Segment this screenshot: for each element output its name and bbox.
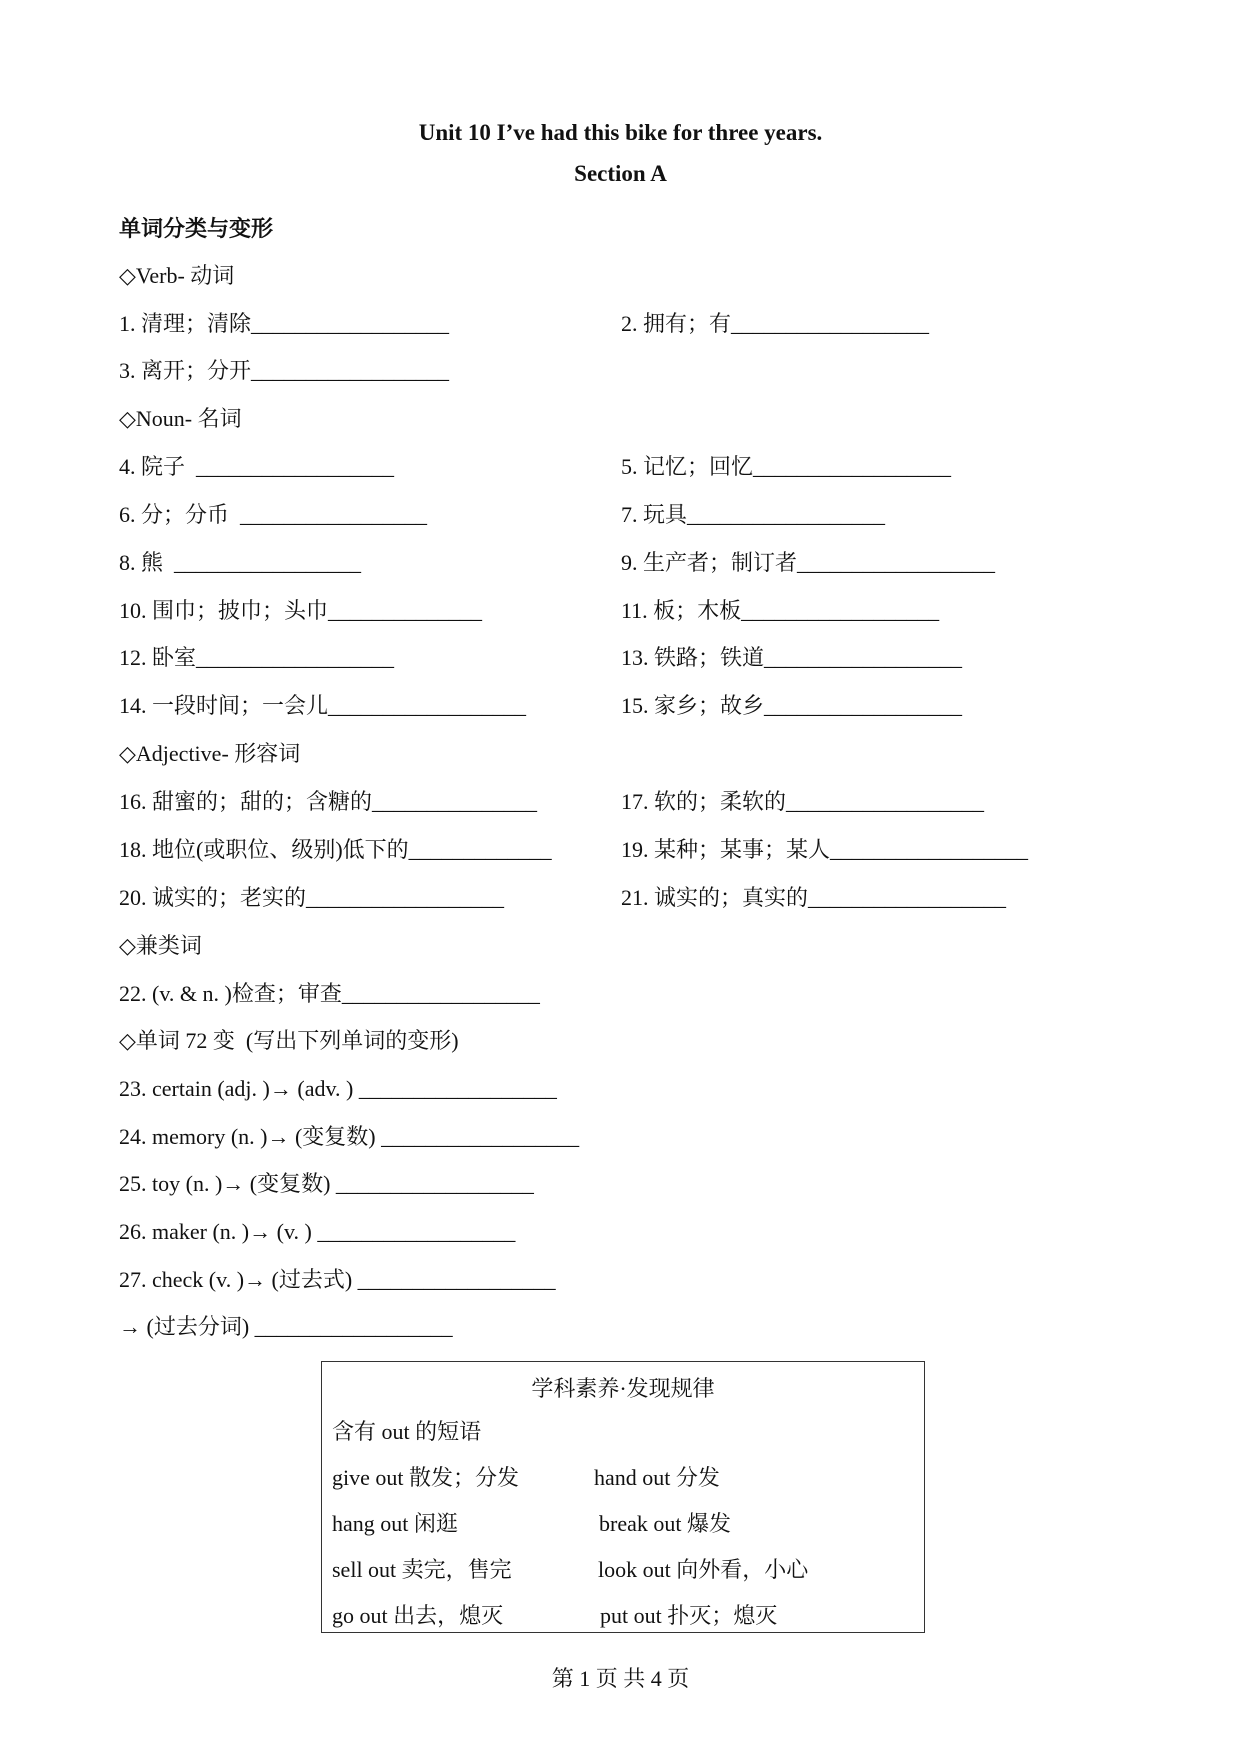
question-10: 10. 围巾；披巾；头巾______________ (119, 598, 483, 623)
question-14: 14. 一段时间；一会儿__________________ (119, 693, 527, 718)
question-18: 18. 地位(或职位、级别)低下的_____________ (119, 837, 552, 862)
question-26: 26. maker (n. )→ (v. ) __________________ (119, 1219, 516, 1244)
question-12: 12. 卧室__________________ (119, 645, 395, 670)
vocab-heading: 单词分类与变形 (119, 216, 274, 241)
question-6: 6. 分；分币 _________________ (119, 502, 428, 527)
question-7: 7. 玩具__________________ (621, 502, 886, 527)
question-5: 5. 记忆；回忆__________________ (621, 454, 952, 479)
question-24: 24. memory (n. )→ (变复数) __________________ (119, 1124, 580, 1149)
phrase-break-out: break out 爆发 (599, 1511, 731, 1536)
question-20: 20. 诚实的；老实的__________________ (119, 885, 505, 910)
phrase-look-out: look out 向外看，小心 (598, 1557, 809, 1582)
phrase-go-out: go out 出去，熄灭 (332, 1603, 504, 1628)
question-2: 2. 拥有；有__________________ (621, 311, 930, 336)
noun-header: ◇Noun- 名词 (119, 406, 242, 431)
question-22: 22. (v. & n. )检查；审查__________________ (119, 981, 540, 1006)
phrase-give-out: give out 散发；分发 (332, 1465, 519, 1490)
phrase-put-out: put out 扑灭；熄灭 (600, 1603, 778, 1628)
question-15: 15. 家乡；故乡__________________ (621, 693, 963, 718)
tip-box (321, 1361, 925, 1633)
tip-box-intro: 含有 out 的短语 (332, 1419, 482, 1444)
adjective-header: ◇Adjective- 形容词 (119, 741, 301, 766)
question-19: 19. 某种；某事；某人__________________ (621, 837, 1029, 862)
tip-box-title: 学科素养·发现规律 (531, 1376, 715, 1401)
question-4: 4. 院子 __________________ (119, 454, 395, 479)
question-27-past-participle: → (过去分词) __________________ (119, 1314, 453, 1339)
question-17: 17. 软的；柔软的__________________ (621, 789, 985, 814)
phrase-hand-out: hand out 分发 (594, 1465, 720, 1490)
question-9: 9. 生产者；制订者__________________ (621, 550, 996, 575)
question-3: 3. 离开；分开__________________ (119, 358, 450, 383)
verb-header: ◇Verb- 动词 (119, 263, 235, 288)
word-change-header: ◇单词 72 变 (写出下列单词的变形) (119, 1028, 459, 1053)
multi-class-header: ◇兼类词 (119, 933, 202, 958)
question-16: 16. 甜蜜的；甜的；含糖的_______________ (119, 789, 538, 814)
question-27: 27. check (v. )→ (过去式) __________________ (119, 1267, 556, 1292)
question-1: 1. 清理；清除__________________ (119, 311, 450, 336)
phrase-hang-out: hang out 闲逛 (332, 1511, 458, 1536)
unit-title: Unit 10 I’ve had this bike for three years. (418, 120, 823, 145)
question-21: 21. 诚实的；真实的__________________ (621, 885, 1007, 910)
page-footer: 第 1 页 共 4 页 (551, 1666, 690, 1691)
question-13: 13. 铁路；铁道__________________ (621, 645, 963, 670)
question-25: 25. toy (n. )→ (变复数) __________________ (119, 1171, 534, 1196)
phrase-sell-out: sell out 卖完，售完 (332, 1557, 512, 1582)
question-8: 8. 熊 _________________ (119, 550, 362, 575)
question-23: 23. certain (adj. )→ (adv. ) __________________ (119, 1076, 557, 1101)
question-11: 11. 板；木板__________________ (621, 598, 940, 623)
section-title: Section A (574, 161, 667, 186)
